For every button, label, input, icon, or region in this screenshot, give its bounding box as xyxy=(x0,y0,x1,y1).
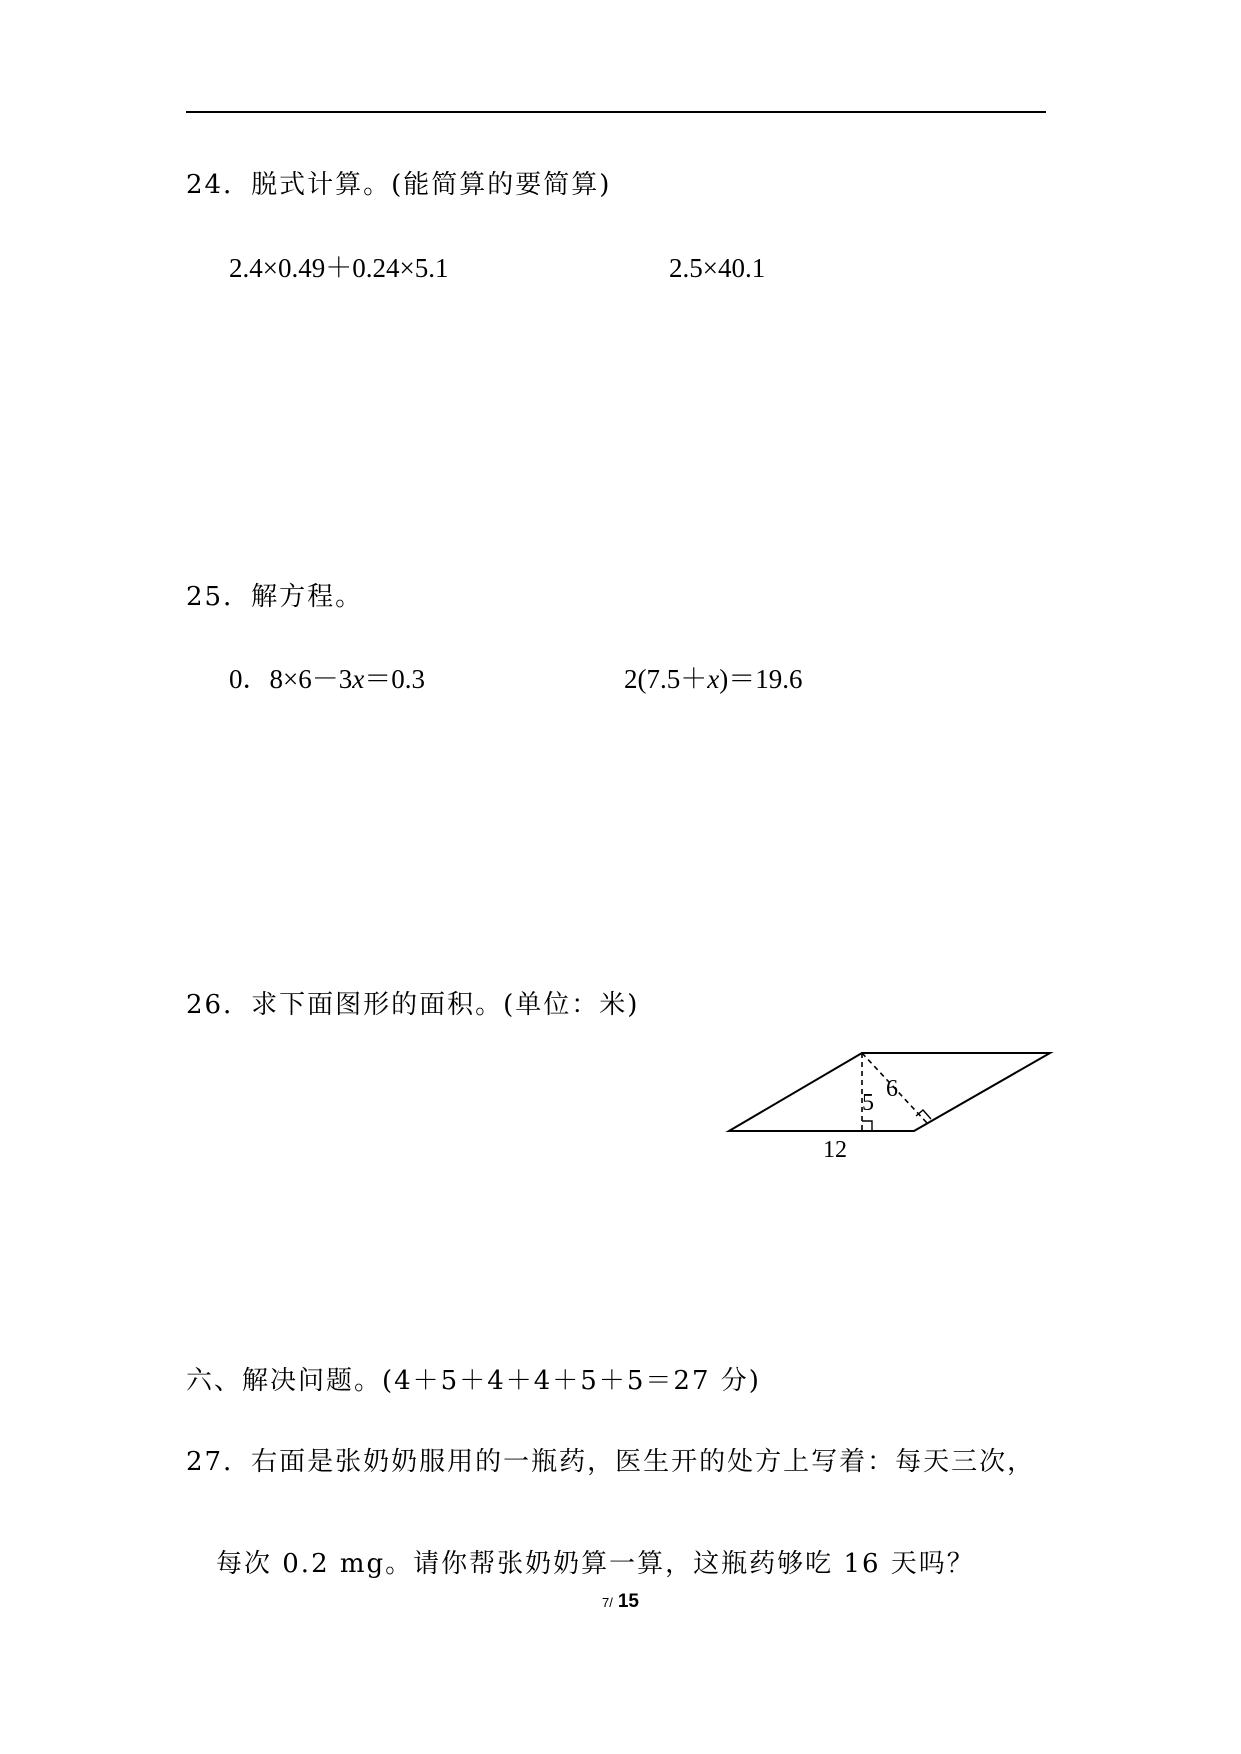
q27-line-2: 每次 0.2 mg。请你帮张奶奶算一算，这瓶药够吃 16 天吗？ xyxy=(216,1549,975,1579)
q24-expression-2: 2.5×40.1 xyxy=(669,253,766,283)
q24-title: 24．脱式计算。(能简算的要简算) xyxy=(186,170,612,200)
q25-title: 25．解方程。 xyxy=(186,582,364,612)
label-height: 5 xyxy=(862,1090,874,1116)
page-separator: / xyxy=(609,1595,613,1610)
right-angle-mark-side xyxy=(916,1110,931,1119)
label-base: 12 xyxy=(823,1137,847,1160)
section-6-title: 六、解决问题。(4＋5＋4＋4＋5＋5＝27 分) xyxy=(186,1366,761,1396)
label-perpendicular: 6 xyxy=(886,1076,898,1102)
parallelogram-figure xyxy=(720,1040,1060,1160)
page-total: 15 xyxy=(617,1591,639,1612)
q25-equation-2-text: 2(7.5＋x)＝19.6 xyxy=(624,664,803,694)
header-rule xyxy=(186,111,1046,113)
q27-line-1: 27．右面是张奶奶服用的一瓶药，医生开的处方上写着：每天三次， xyxy=(186,1447,1036,1477)
q25-equation-2 xyxy=(624,664,802,694)
q24-expression-1: 2.4×0.49＋0.24×5.1 xyxy=(229,253,449,283)
q26-title: 26．求下面图形的面积。(单位：米) xyxy=(186,990,640,1020)
q25-equation-1 xyxy=(229,664,425,694)
right-angle-mark-base xyxy=(862,1121,872,1131)
q25-equation-1-text: 0．8×6－3x＝0.3 xyxy=(229,664,425,694)
page-current: 7 xyxy=(601,1595,610,1610)
page-number xyxy=(0,1590,1241,1614)
